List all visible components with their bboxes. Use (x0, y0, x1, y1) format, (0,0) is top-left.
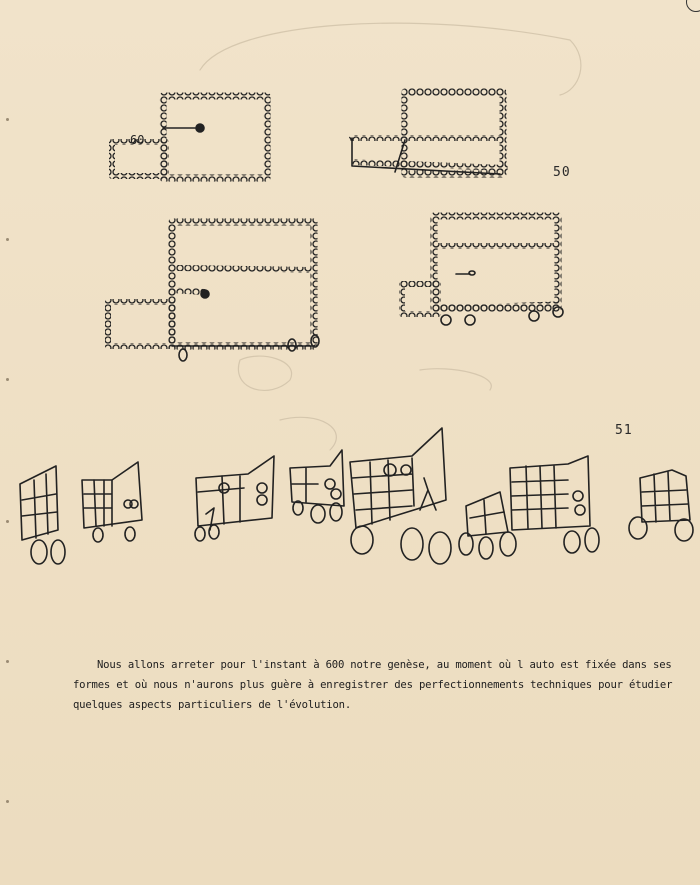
drawing-truck-2 (352, 92, 505, 174)
drawing-truck-3 (108, 222, 319, 361)
drawing-vehicle-2 (82, 462, 142, 542)
drawing-vehicle-1 (20, 466, 65, 564)
caption-line-2: formes et où nous n'aurons plus guère à enregistrer des perfectionnements techniques pour étudier (73, 679, 673, 691)
speed-mark-text: 60 (130, 133, 145, 147)
drawing-vehicle-4 (290, 450, 344, 523)
caption-line-3: quelques aspects particuliers de l'évolution. (73, 699, 352, 711)
drawing-vehicle-5 (350, 428, 451, 564)
figure-number-50: 50 (553, 165, 571, 180)
bleed-through-scribbles (200, 23, 581, 450)
drawing-vehicle-3 (195, 456, 274, 541)
caption-text (73, 655, 685, 715)
drawing-vehicle-7 (629, 470, 693, 541)
drawing-truck-4 (402, 216, 563, 325)
drawing-vehicle-row (20, 428, 693, 564)
caption-line-1: Nous allons arreter pour l'instant à 600 notre genèse, au moment où l auto est fixée dans ses (97, 659, 672, 671)
drawing-truck-1 (112, 96, 267, 178)
figure-number-51: 51 (615, 423, 633, 438)
drawing-vehicle-6 (459, 456, 599, 559)
